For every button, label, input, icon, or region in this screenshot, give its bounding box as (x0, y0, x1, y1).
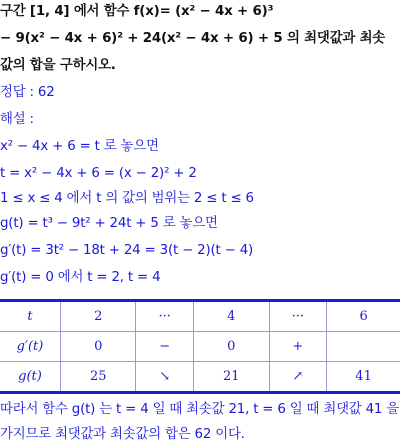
table-cell: + (269, 332, 327, 362)
conclusion-line-1: 따라서 함수 g(t) 는 t = 4 일 때 최솟값 21, t = 6 일 때 최댓값 41 을 (0, 402, 400, 417)
table-cell: − (136, 332, 194, 362)
table-row (0, 301, 400, 332)
table-cell: ··· (269, 301, 327, 332)
step-1: x² − 4x + 6 = t 로 놓으면 (0, 139, 159, 154)
table-cell (327, 332, 400, 362)
problem-line-2: − 9(x² − 4x + 6)² + 24(x² − 4x + 6) + 5 의 최댓값과 최솟 (0, 31, 386, 46)
table-cell: 0 (194, 332, 269, 362)
table-cell: 0 (61, 332, 136, 362)
table-cell: 21 (194, 362, 269, 393)
step-5: g′(t) = 3t² − 18t + 24 = 3(t − 2)(t − 4) (0, 243, 254, 258)
table-cell: ··· (136, 301, 194, 332)
problem-line-1: 구간 [1, 4] 에서 함수 f(x)= (x² − 4x + 6)³ (0, 4, 274, 19)
answer-line: 정답 : 62 (0, 85, 55, 100)
table-cell: ↘ (136, 362, 194, 393)
table-cell: 41 (327, 362, 400, 393)
table-cell: 4 (194, 301, 269, 332)
explanation-heading: 해설 : (0, 112, 34, 127)
step-3: 1 ≤ x ≤ 4 에서 t 의 값의 범위는 2 ≤ t ≤ 6 (0, 191, 254, 206)
table-row (0, 332, 400, 362)
table-row (0, 362, 400, 393)
table-cell: ↗ (269, 362, 327, 393)
table-cell: 2 (61, 301, 136, 332)
table-cell: g(t) (0, 362, 61, 393)
table-cell: 25 (61, 362, 136, 393)
problem-line-3: 값의 합을 구하시오. (0, 58, 116, 73)
table-cell: g′(t) (0, 332, 61, 362)
step-2: t = x² − 4x + 6 = (x − 2)² + 2 (0, 166, 197, 181)
table-cell: t (0, 301, 61, 332)
step-4: g(t) = t³ − 9t² + 24t + 5 로 놓으면 (0, 216, 218, 231)
table-cell: 6 (327, 301, 400, 332)
step-6: g′(t) = 0 에서 t = 2, t = 4 (0, 270, 161, 285)
increase-decrease-table (0, 299, 400, 394)
conclusion-line-2: 가지므로 최댓값과 최솟값의 합은 62 이다. (0, 427, 245, 442)
